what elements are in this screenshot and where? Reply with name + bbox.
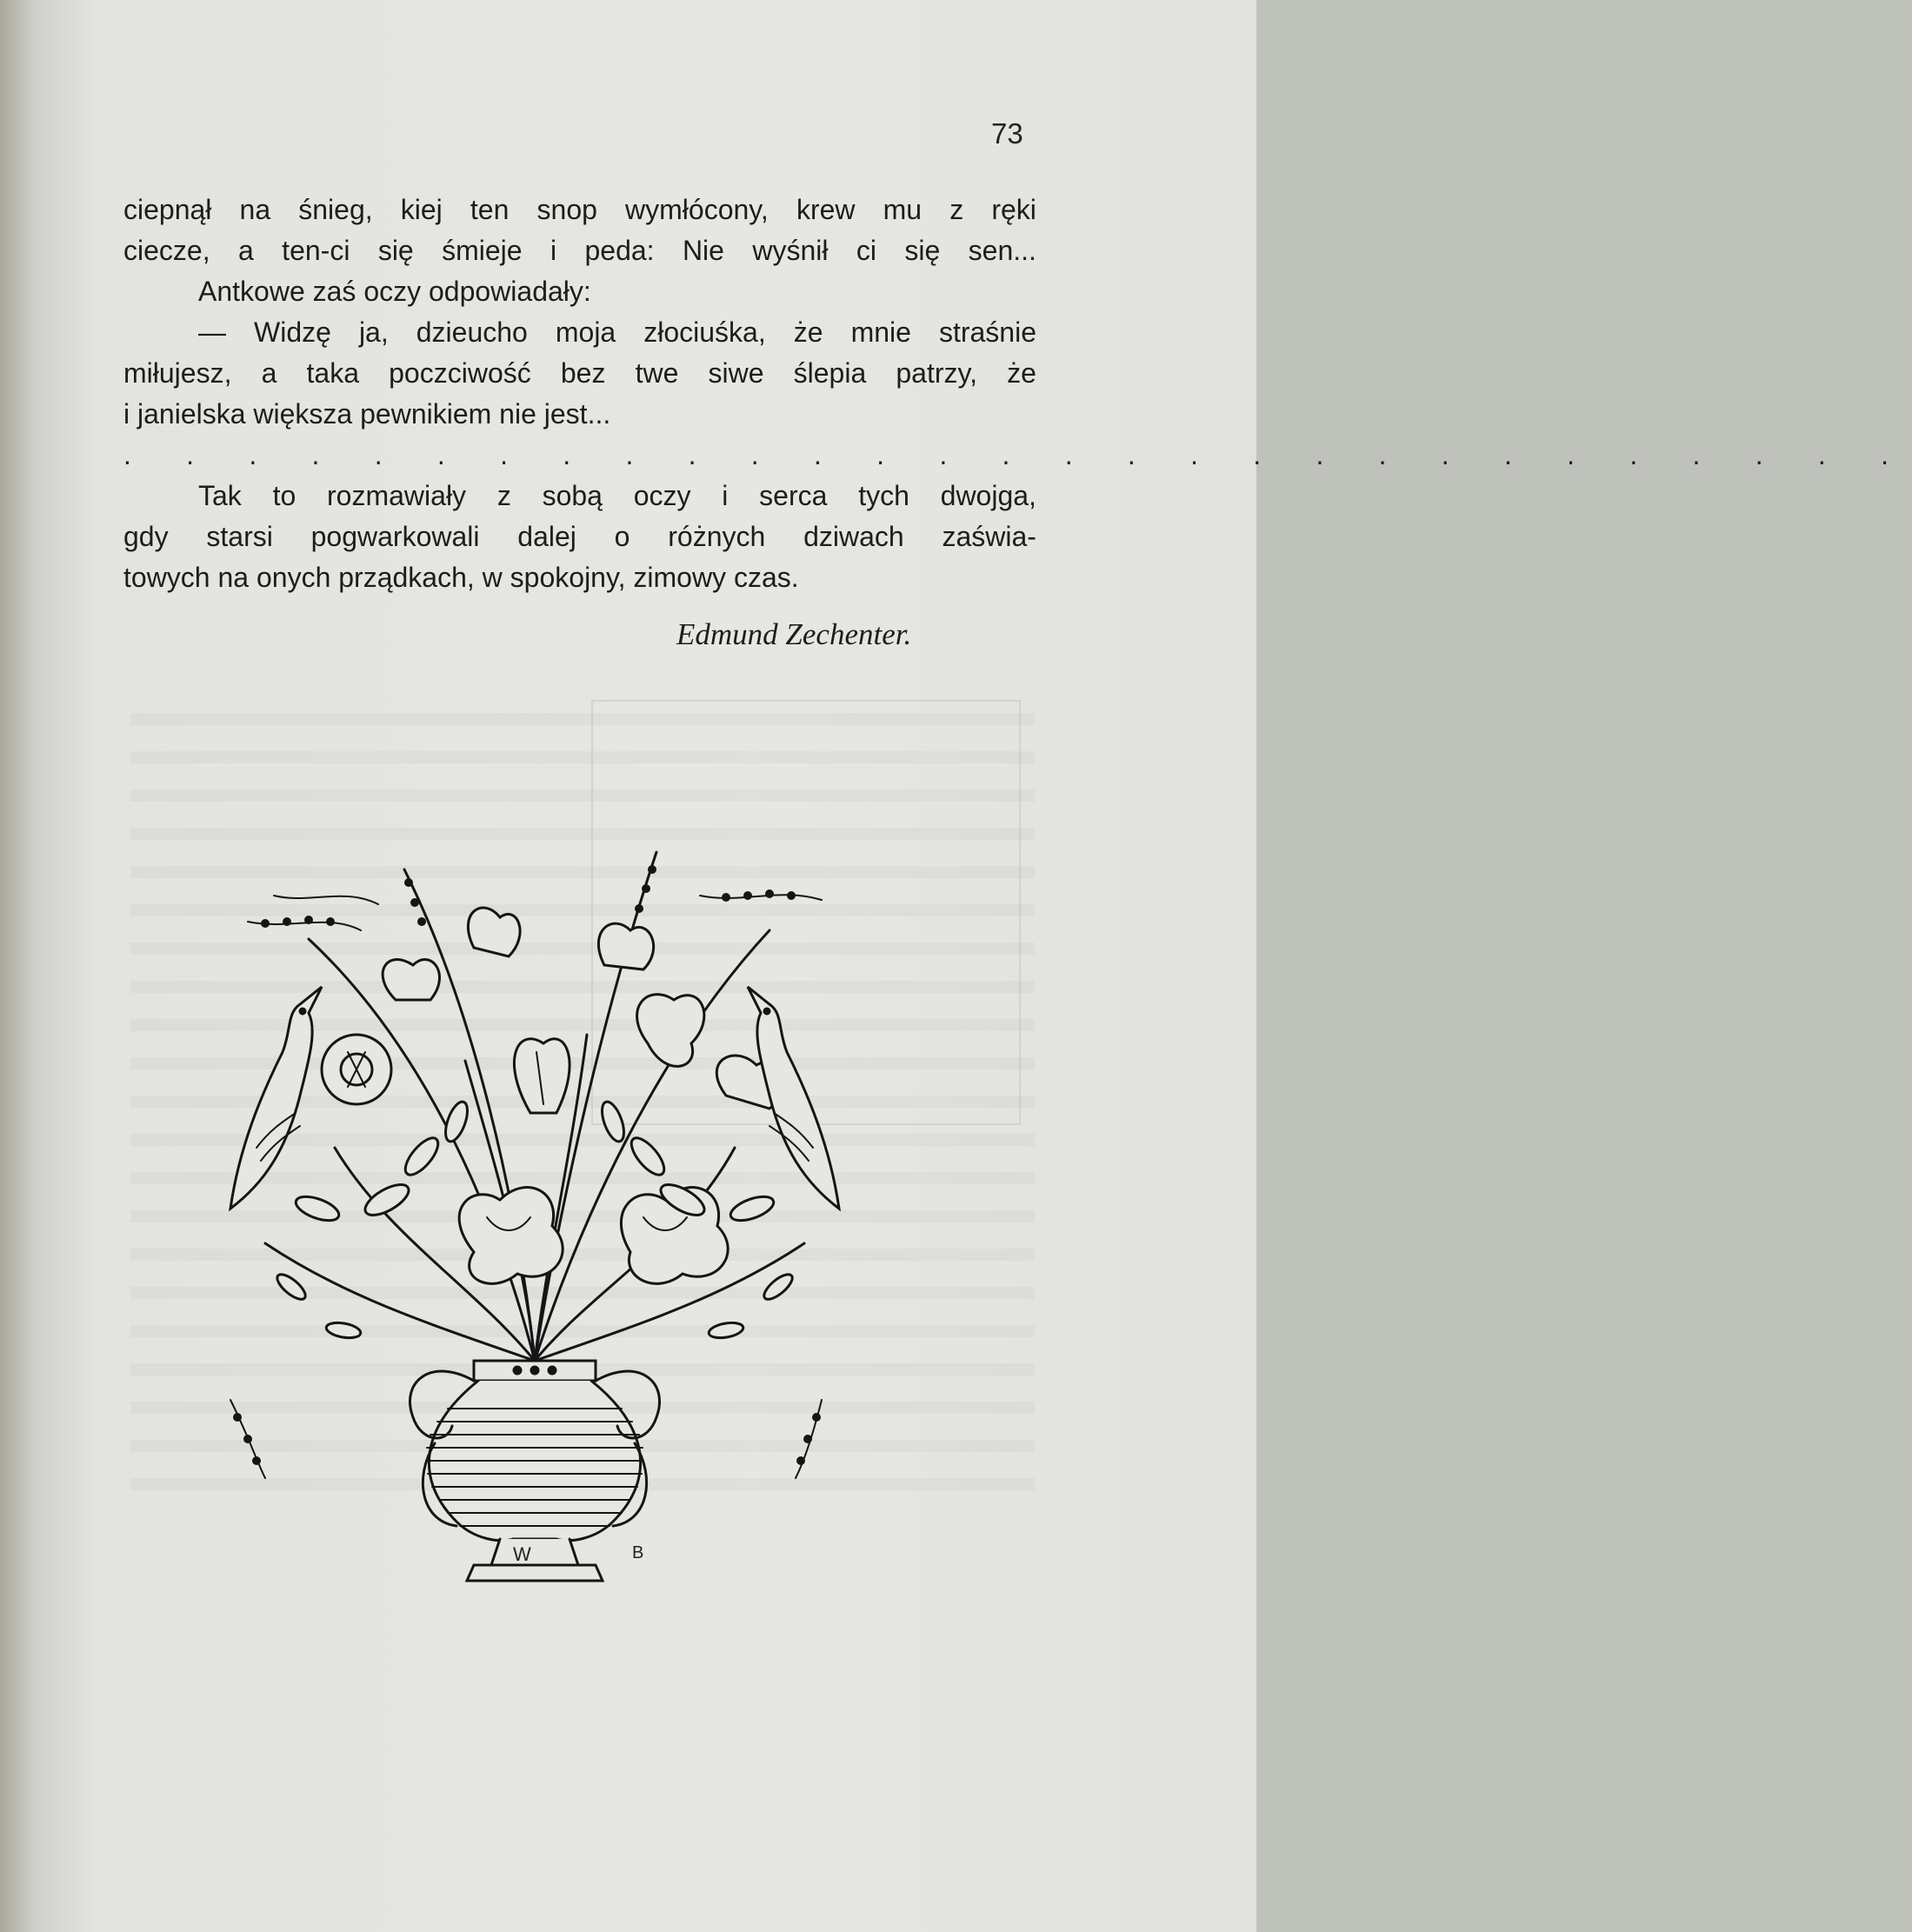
text-line: gdy starsi pogwarkowali dalej o różnych dziwach zaświa- [123,521,1036,552]
ellipsis-separator: . . . . . . . . . . . . . . . . . . . . . . . . . . . . . [123,439,1912,470]
monogram-left: W [513,1543,531,1565]
body-text [123,190,1912,598]
text-line: — Widzę ja, dzieucho moja złociuśka, że mnie straśnie [198,316,1036,348]
flower-vase-with-birds-icon [213,835,926,1600]
text-line: miłujesz, a taka poczciwość bez twe siwe ślepia patrzy, że [123,357,1036,389]
text-line: i janielska większa pewnikiem nie jest... [123,398,611,430]
text-line: ciecze, a ten-ci się śmieje i peda: Nie wyśnił ci się sen... [123,235,1036,266]
author-signature: Edmund Zechenter. [676,617,912,651]
text-line: ciepnął na śnieg, kiej ten snop wymłócony, krew mu z ręki [123,194,1036,225]
page-number: 73 [991,117,1023,150]
text-line: Antkowe zaś oczy odpowiadały: [198,276,591,307]
text-line: Tak to rozmawiały z sobą oczy i serca tych dwojga, [198,480,1036,511]
monogram-right: B [632,1543,644,1562]
text-line: towych na onych prządkach, w spokojny, zimowy czas. [123,562,799,593]
